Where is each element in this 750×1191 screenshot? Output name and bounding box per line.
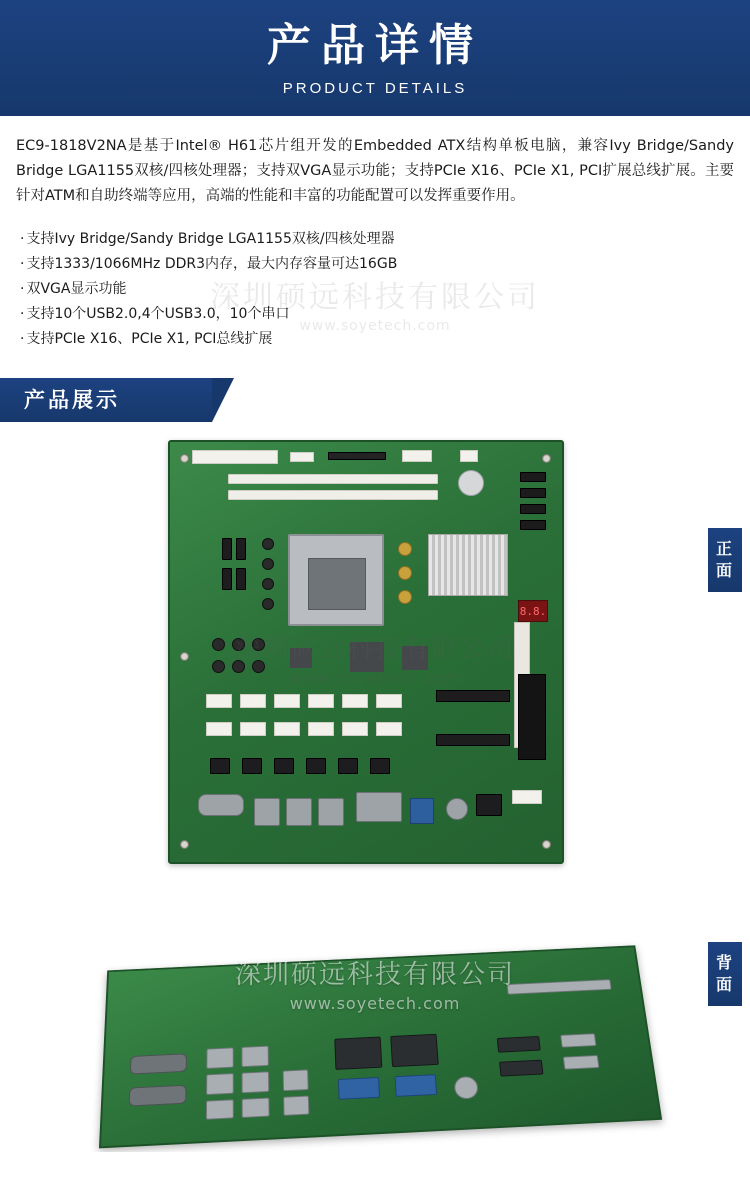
capacitor xyxy=(252,638,265,651)
ic xyxy=(290,648,312,668)
ic xyxy=(242,758,262,774)
header-top-1 xyxy=(290,452,314,462)
list-item xyxy=(20,277,734,302)
watermark-line1: 深圳硕远科技有限公司 xyxy=(210,280,540,315)
intro-section xyxy=(0,116,750,209)
capacitor xyxy=(212,660,225,673)
bullet-icon: · xyxy=(20,281,25,297)
bullet-icon: · xyxy=(20,331,25,347)
image-label-front-char2: 面 xyxy=(715,561,734,580)
sata-port xyxy=(520,504,546,514)
sata-port xyxy=(520,488,546,498)
feature-text: 支持10个USB2.0,4个USB3.0，10个串口 xyxy=(26,306,290,322)
chipset-heatsink xyxy=(428,534,508,596)
usb-port xyxy=(283,1069,309,1091)
ps2-port xyxy=(453,1076,478,1100)
header-top-3 xyxy=(402,450,432,462)
product-image-front xyxy=(0,432,750,932)
capacitor xyxy=(252,660,265,673)
motherboard-back-illustration xyxy=(99,945,662,1148)
usb-port xyxy=(318,798,344,826)
pin-header xyxy=(376,694,402,708)
feature-list xyxy=(0,209,750,352)
capacitor-gold xyxy=(398,566,412,580)
ic xyxy=(210,758,230,774)
watermark-line2: www.soyetech.com xyxy=(299,318,451,334)
capacitor-gold xyxy=(398,590,412,604)
capacitor xyxy=(212,638,225,651)
atx-power-connector xyxy=(192,450,278,464)
sata-port xyxy=(520,520,546,530)
connector xyxy=(563,1055,600,1070)
image-label-back-char1: 背 xyxy=(715,953,734,972)
dimm-slot-1 xyxy=(228,474,438,484)
page-subtitle: PRODUCT DETAILS xyxy=(282,80,468,98)
bullet-icon: · xyxy=(20,306,25,322)
page-title: 产品详情 xyxy=(267,20,483,71)
post-code-display: 8.8. xyxy=(518,600,548,622)
image-label-back-char2: 面 xyxy=(715,975,734,994)
pin-header xyxy=(308,722,334,736)
mount-screw xyxy=(180,652,189,661)
pin-header xyxy=(342,722,368,736)
pin-header xyxy=(274,722,300,736)
list-item xyxy=(20,252,734,277)
mosfet xyxy=(222,568,232,590)
lan-port xyxy=(390,1034,439,1067)
pcie-x1-slot xyxy=(436,690,510,702)
ic xyxy=(370,758,390,774)
dimm-slot-2 xyxy=(228,490,438,500)
mount-screw xyxy=(180,454,189,463)
usb-port xyxy=(242,1071,270,1093)
ic xyxy=(402,646,428,670)
ic xyxy=(338,758,358,774)
section-title-gallery: 产品展示 xyxy=(0,378,212,422)
feature-text: 双VGA显示功能 xyxy=(26,281,127,297)
product-gallery xyxy=(0,432,750,1152)
watermark-line1: 深圳硕远科技有限公司 xyxy=(234,634,515,664)
watermark-line2: www.soyetech.com xyxy=(289,994,461,1013)
capacitor xyxy=(262,598,274,610)
image-label-front-char1: 正 xyxy=(715,539,734,558)
feature-text: 支持Ivy Bridge/Sandy Bridge LGA1155双核/四核处理器 xyxy=(26,231,395,247)
pin-header xyxy=(376,722,402,736)
header-top-2 xyxy=(328,452,386,460)
capacitor-gold xyxy=(398,542,412,556)
usb3-port xyxy=(410,798,434,824)
mount-screw xyxy=(180,840,189,849)
bullet-icon: · xyxy=(20,231,25,247)
lan-port xyxy=(334,1037,382,1070)
pin-header xyxy=(342,694,368,708)
chipset-ic xyxy=(350,642,384,672)
pin-header xyxy=(240,694,266,708)
mount-screw xyxy=(542,454,551,463)
capacitor xyxy=(232,638,245,651)
usb-port xyxy=(206,1073,234,1095)
pin-header xyxy=(308,694,334,708)
usb-port xyxy=(206,1047,233,1069)
ic xyxy=(306,758,326,774)
connector xyxy=(497,1036,541,1053)
usb-port xyxy=(286,798,312,826)
mosfet xyxy=(236,538,246,560)
usb-port xyxy=(242,1098,270,1118)
connector xyxy=(560,1033,596,1047)
mosfet xyxy=(222,538,232,560)
feature-text: 支持PCIe X16、PCIe X1, PCI总线扩展 xyxy=(26,331,273,347)
ps2-port xyxy=(446,798,468,820)
pin-header xyxy=(240,722,266,736)
capacitor xyxy=(232,660,245,673)
usb3-port xyxy=(395,1074,438,1097)
capacitor xyxy=(262,558,274,570)
fan-header xyxy=(512,790,542,804)
image-label-front xyxy=(708,528,742,592)
capacitor xyxy=(262,578,274,590)
usb3-port xyxy=(338,1077,380,1100)
serial-port xyxy=(130,1053,187,1074)
connector xyxy=(499,1060,543,1077)
watermark-line2: www.soyetech.com xyxy=(289,668,461,687)
usb-port xyxy=(283,1096,309,1116)
watermark-line1: 深圳硕远科技有限公司 xyxy=(234,960,515,990)
product-image-back xyxy=(0,932,750,1152)
pin-header xyxy=(274,694,300,708)
image-label-back xyxy=(708,942,742,1006)
usb-port xyxy=(206,1099,234,1119)
pin-header xyxy=(206,722,232,736)
usb-port xyxy=(254,798,280,826)
edge-connector xyxy=(507,979,612,994)
bullet-icon: · xyxy=(20,256,25,272)
section-header xyxy=(0,378,750,422)
cpu-socket-lga1155 xyxy=(288,534,384,626)
motherboard-front-illustration xyxy=(168,440,564,864)
list-item xyxy=(20,227,734,252)
cpu-socket-inner xyxy=(308,558,366,610)
serial-port xyxy=(129,1085,187,1107)
audio-codec-ic xyxy=(476,794,502,816)
list-item xyxy=(20,327,734,352)
pcie-x1-slot-2 xyxy=(436,734,510,746)
capacitor xyxy=(262,538,274,550)
mount-screw xyxy=(542,840,551,849)
pci-slot xyxy=(518,674,546,760)
sata-port xyxy=(520,472,546,482)
intro-paragraph: EC9-1818V2NA是基于Intel® H61芯片组开发的Embedded ATX结构单板电脑，兼容Ivy Bridge/Sandy Bridge LGA1155双核/四核处理器；支持双VGA显示功能；支持PCIe X16、PCIe X1, PCI扩展总线扩展。主要针对ATM和自助终端等应用，高端的性能和丰富的功能配置可以发挥重要作用。 xyxy=(16,138,734,204)
list-item xyxy=(20,302,734,327)
lan-port xyxy=(356,792,402,822)
header-top-4 xyxy=(460,450,478,462)
cmos-battery xyxy=(458,470,484,496)
pin-header xyxy=(206,694,232,708)
feature-text: 支持1333/1066MHz DDR3内存，最大内存容量可达16GB xyxy=(26,256,398,272)
ic xyxy=(274,758,294,774)
usb-port xyxy=(241,1046,268,1067)
page-banner xyxy=(0,0,750,116)
mosfet xyxy=(236,568,246,590)
vga-port xyxy=(198,794,244,816)
